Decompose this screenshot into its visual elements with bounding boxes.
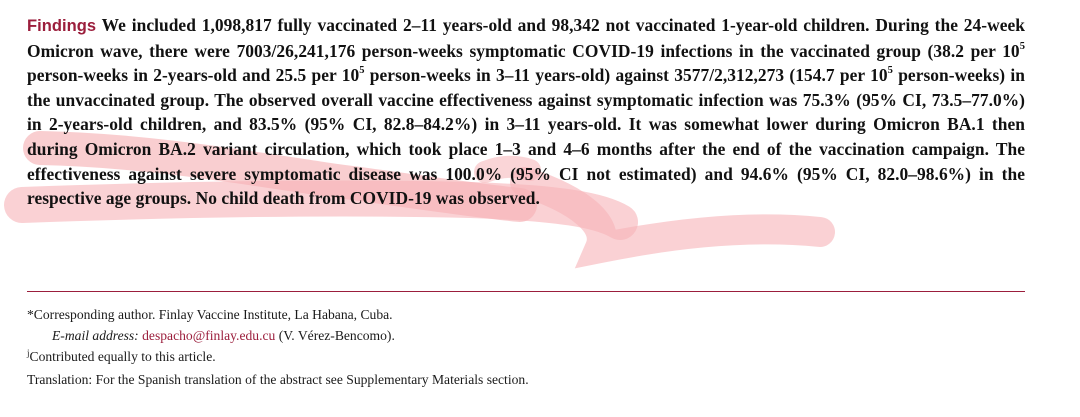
contributed-equally-note [27,346,1025,369]
email-label: E-mail address: [52,328,139,343]
email-link[interactable]: despacho@finlay.edu.cu [142,328,276,343]
email-person: (V. Vérez-Bencomo). [275,328,395,343]
findings-text-part-3: person-weeks in 3–11 years-old) against 3577/2,312,273 (154.7 per 10 [364,65,888,86]
footnote-divider [27,291,1025,292]
exponent-3: 5 [887,65,893,77]
email-line [27,325,1025,346]
contributed-text: Contributed equally to this article. [29,349,216,364]
exponent-1: 5 [1019,40,1025,52]
exponent-2: 5 [359,65,365,77]
findings-text-part-1: We included 1,098,817 fully vaccinated 2–11 years-old and 98,342 not vaccinated 1-year-old children. During the 24-week Omicron wave, there were 7003/26,241,176 person-weeks symptomatic COVID-19 infections in the vaccinated group (38.2 per 10 [27,15,1025,61]
corresponding-author-note: *Corresponding author. Finlay Vaccine Institute, La Habana, Cuba. [27,307,393,322]
contributed-mark: j [27,348,30,358]
findings-text-part-2: person-weeks in 2-years-old and 25.5 per 10 [27,65,360,86]
findings-paragraph [27,13,1025,211]
findings-label: Findings [27,17,97,35]
findings-text-part-4: person-weeks) in the unvaccinated group. The observed overall vaccine effectiveness against symptomatic infection was 75.3% (95% CI, 73.5–77.0%) in 2-years-old children, and 83.5% (95% CI, 82.8–84.2%) in 3–11 years-old. It was somewhat lower during Omicron BA.1 then during Omicron BA.2 variant circulation, which took place 1–3 and 4–6 months after the end of the vaccination campaign. The effectiveness against severe symptomatic disease was 100.0% (95% CI not estimated) and 94.6% (95% CI, 82.0–98.6%) in the respective age groups. No child death from COVID-19 was observed. [27,65,1026,209]
translation-note: Translation: For the Spanish translation of the abstract see Supplementary Materials section. [27,372,529,387]
footnotes [27,304,1025,390]
